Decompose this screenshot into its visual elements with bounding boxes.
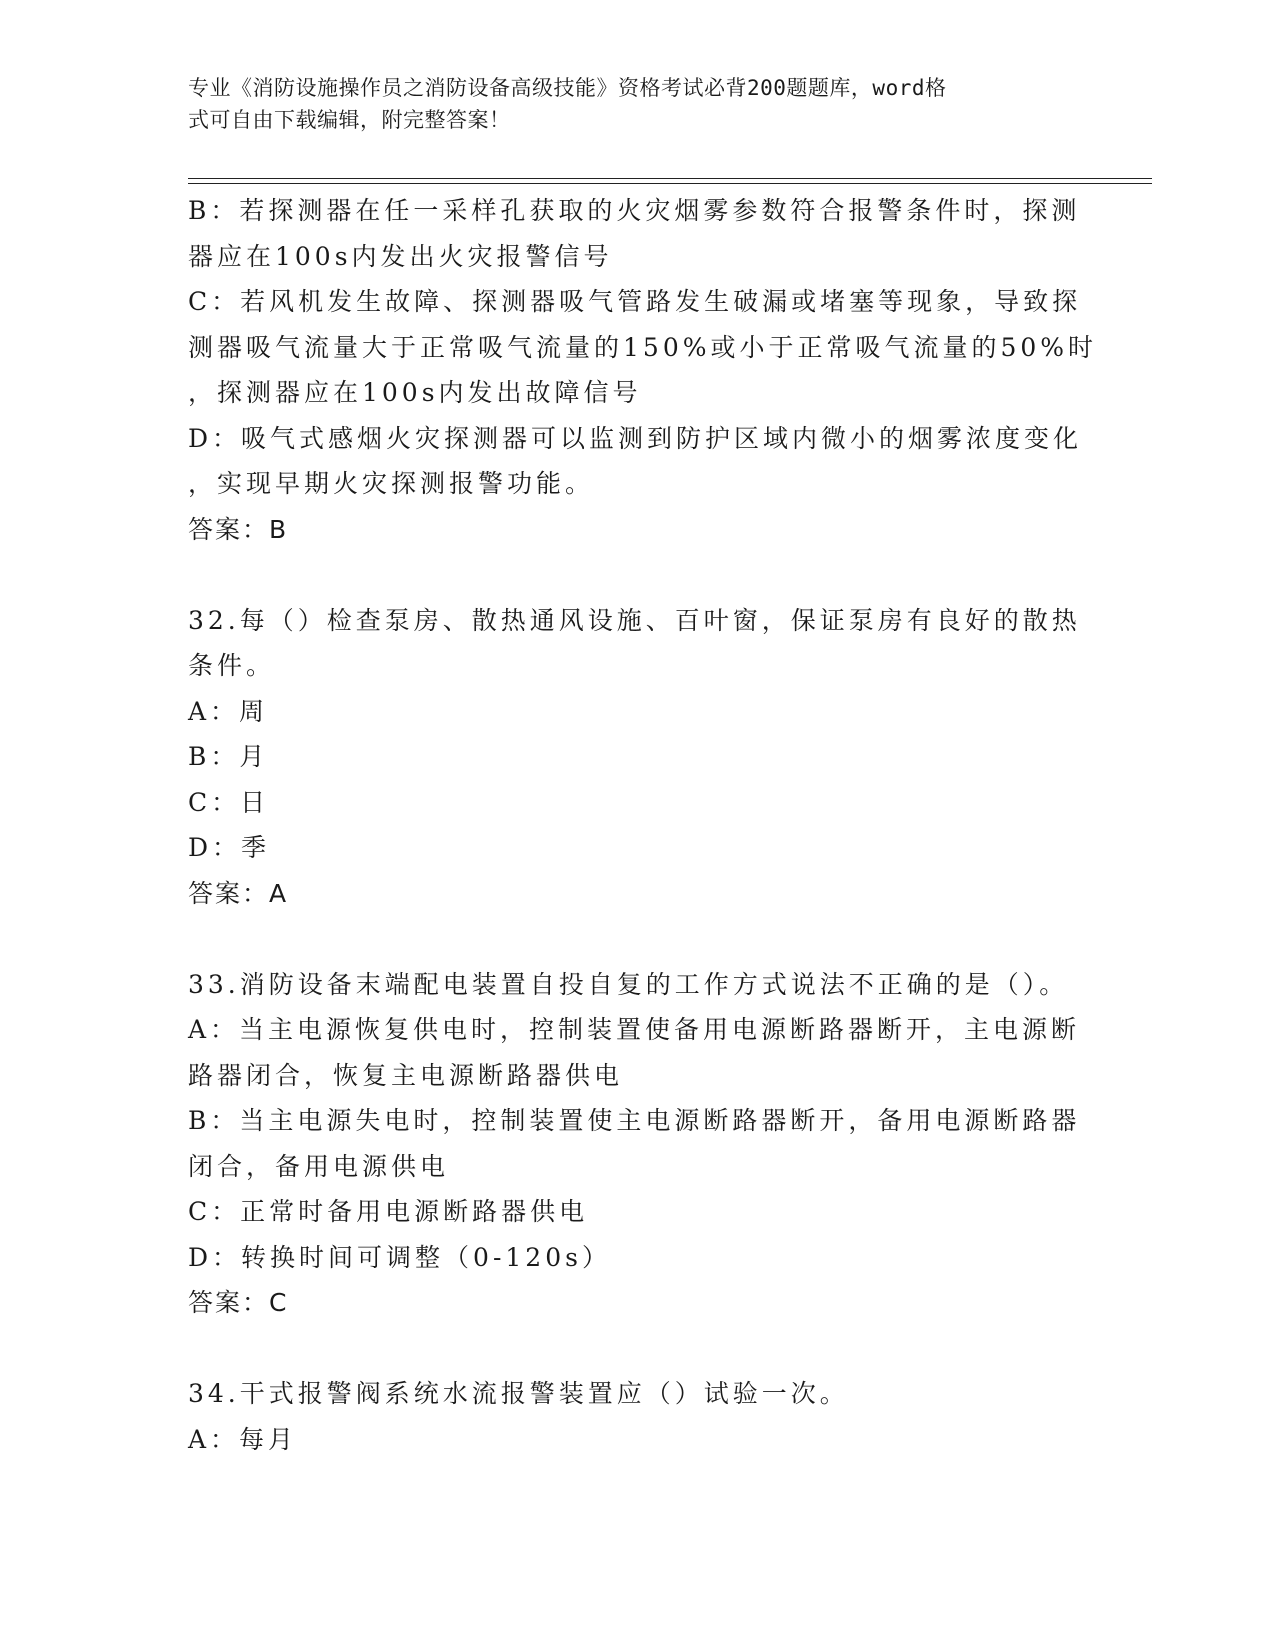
option-b-line2: 闭合，备用电源供电 [188,1151,450,1181]
question-32 [188,598,1088,917]
option-d: D：转换时间可调整（0-120s） [188,1242,611,1272]
option-c: C：正常时备用电源断路器供电 [188,1197,589,1226]
option-b-line2: 器应在100s内发出火灾报警信号 [188,241,613,271]
option-b-line1: B：若探测器在任一采样孔获取的火灾烟雾参数符合报警条件时，探测 [188,196,1081,225]
header-divider-bottom [188,183,1152,184]
option-c-line3: ，探测器应在100s内发出故障信号 [188,378,642,407]
question-stem-line2: 条件。 [188,651,276,680]
option-a: A：周 [188,696,269,726]
option-a: A：每月 [188,1424,298,1454]
header-title-line1: 专业《消防设施操作员之消防设备高级技能》资格考试必背200题题库，word格 [188,76,947,100]
answer-31: 答案：B [188,514,289,544]
answer-33: 答案：C [188,1288,289,1317]
option-a-line1: A：当主电源恢复供电时，控制装置使备用电源断路器断开，主电源断 [188,1015,1081,1044]
option-b: B：月 [188,742,269,771]
option-d: D：季 [188,833,271,862]
option-c-line2: 测器吸气流量大于正常吸气流量的150%或小于正常吸气流量的50%时 [188,332,1098,362]
option-a-line2: 路器闭合，恢复主电源断路器供电 [188,1060,624,1090]
question-stem-line1: 32.每（）检查泵房、散热通风设施、百叶窗，保证泵房有良好的散热 [188,605,1081,635]
question-stem: 34.干式报警阀系统水流报警装置应（）试验一次。 [188,1379,849,1408]
option-d-line1: D：吸气式感烟火灾探测器可以监测到防护区域内微小的烟雾浓度变化 [188,423,1083,453]
header-divider-top [188,178,1152,179]
document-header [188,72,1068,136]
question-33 [188,962,1088,1326]
question-34 [188,1371,1088,1462]
option-b-line1: B：当主电源失电时，控制装置使主电源断路器断开，备用电源断路器 [188,1106,1081,1135]
option-c-line1: C：若风机发生故障、探测器吸气管路发生破漏或堵塞等现象，导致探 [188,287,1082,316]
option-c: C：日 [188,787,270,817]
option-d-line2: ，实现早期火灾探测报警功能。 [188,469,595,498]
question-stem: 33.消防设备末端配电装置自投自复的工作方式说法不正确的是（）。 [188,969,1069,999]
question-31 [188,188,1098,552]
document-body [188,188,1098,1462]
header-title-line2: 式可自由下载编辑，附完整答案！ [188,108,511,132]
answer-32: 答案：A [188,878,289,908]
